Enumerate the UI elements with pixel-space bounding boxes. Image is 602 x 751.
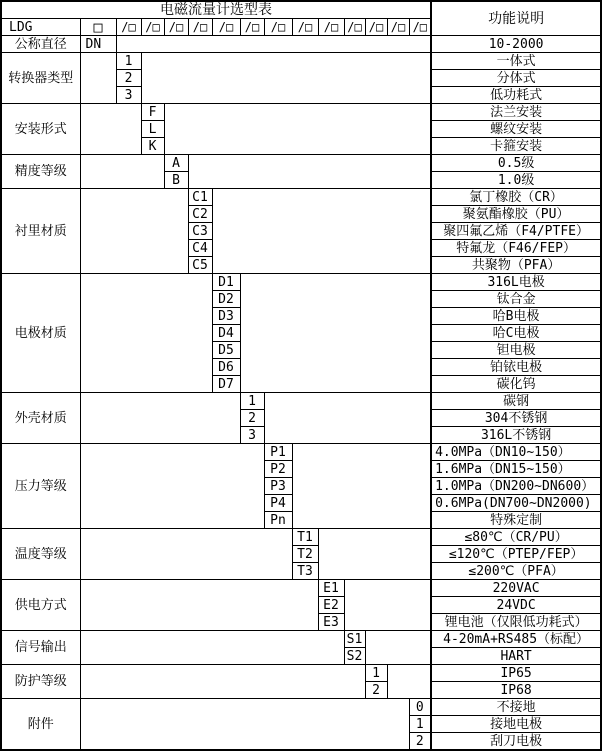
blank-cell <box>212 189 431 274</box>
table-row <box>1 631 601 648</box>
code-slot-placeholder: /□ <box>344 19 365 36</box>
code-cell: C3 <box>188 223 212 240</box>
blank-cell <box>80 665 365 699</box>
desc-cell: 0.5级 <box>431 155 601 172</box>
desc-cell: IP68 <box>431 682 601 699</box>
section-label: 外壳材质 <box>1 393 80 444</box>
section-rows <box>1 53 601 751</box>
code-slot-placeholder: /□ <box>409 19 431 36</box>
desc-cell: 共聚物（PFA） <box>431 257 601 274</box>
code-cell: A <box>164 155 188 172</box>
section-label: 转换器类型 <box>1 53 80 104</box>
code-cell: 3 <box>240 427 264 444</box>
code-cell: P3 <box>264 478 292 495</box>
blank-cell <box>164 104 431 155</box>
blank-cell <box>240 274 431 393</box>
code-cell: E1 <box>318 580 344 597</box>
blank-cell <box>318 529 431 580</box>
code-cell: Pn <box>264 512 292 529</box>
desc-cell: 钛合金 <box>431 291 601 308</box>
desc-cell-diameter: 10-2000 <box>431 36 601 53</box>
desc-cell: 特氟龙（F46/FEP） <box>431 240 601 257</box>
desc-cell: 0.6MPa(DN700~DN2000) <box>431 495 601 512</box>
code-cell: D6 <box>212 359 240 376</box>
code-cell: F <box>141 104 164 121</box>
code-cell: D3 <box>212 308 240 325</box>
blank-cell <box>80 444 264 529</box>
table-row <box>1 444 601 461</box>
section-label: 供电方式 <box>1 580 80 631</box>
table-row <box>1 580 601 597</box>
blank-cell <box>80 155 164 189</box>
code-slot-placeholder: /□ <box>188 19 212 36</box>
desc-cell: IP65 <box>431 665 601 682</box>
code-cell: 2 <box>240 410 264 427</box>
code-slot-placeholder: /□ <box>164 19 188 36</box>
blank-cell <box>116 36 431 53</box>
desc-cell: 哈B电极 <box>431 308 601 325</box>
code-slot-placeholder: /□ <box>365 19 387 36</box>
code-cell: 2 <box>365 682 387 699</box>
code-slot-placeholder: /□ <box>240 19 264 36</box>
section-label: 信号输出 <box>1 631 80 665</box>
code-cell: C4 <box>188 240 212 257</box>
table-row <box>1 699 601 716</box>
desc-cell: 刮刀电极 <box>431 733 601 751</box>
blank-cell <box>80 53 116 104</box>
code-cell: 2 <box>116 70 141 87</box>
blank-cell <box>344 580 431 631</box>
code-cell: D5 <box>212 342 240 359</box>
model-prefix: LDG <box>1 19 80 36</box>
code-cell: B <box>164 172 188 189</box>
desc-cell: HART <box>431 648 601 665</box>
code-cell: D4 <box>212 325 240 342</box>
code-cell: P1 <box>264 444 292 461</box>
blank-cell <box>80 529 292 580</box>
code-cell: T1 <box>292 529 318 546</box>
blank-cell <box>80 699 409 751</box>
table-row <box>1 529 601 546</box>
desc-cell: 分体式 <box>431 70 601 87</box>
table-row <box>1 274 601 291</box>
blank-cell <box>188 155 431 189</box>
desc-cell: 一体式 <box>431 53 601 70</box>
code-cell: T3 <box>292 563 318 580</box>
code-slot-placeholder: /□ <box>292 19 318 36</box>
table-row <box>1 189 601 206</box>
table-row <box>1 104 601 121</box>
table-title: 电磁流量计选型表 <box>1 1 431 19</box>
desc-cell: 碳化钨 <box>431 376 601 393</box>
desc-cell: 卡箍安装 <box>431 138 601 155</box>
code-cell: P4 <box>264 495 292 512</box>
code-slot-placeholder: /□ <box>387 19 409 36</box>
desc-cell: ≤120℃（PTEP/FEP） <box>431 546 601 563</box>
code-cell: D1 <box>212 274 240 291</box>
desc-cell: 钽电极 <box>431 342 601 359</box>
blank-cell <box>80 104 141 155</box>
section-label: 附件 <box>1 699 80 751</box>
blank-cell <box>387 665 431 699</box>
code-cell: 2 <box>409 733 431 751</box>
desc-cell: ≤200℃（PFA） <box>431 563 601 580</box>
desc-cell: 碳钢 <box>431 393 601 410</box>
diameter-row <box>1 36 601 53</box>
section-label: 压力等级 <box>1 444 80 529</box>
blank-cell <box>80 631 344 665</box>
desc-cell: 4-20mA+RS485（标配） <box>431 631 601 648</box>
code-cell: C2 <box>188 206 212 223</box>
code-cell-dn: DN <box>80 36 116 53</box>
desc-cell: 锂电池（仅限低功耗式） <box>431 614 601 631</box>
section-label: 衬里材质 <box>1 189 80 274</box>
desc-cell: 聚四氟乙烯（F4/PTFE） <box>431 223 601 240</box>
code-cell: 1 <box>365 665 387 682</box>
blank-cell <box>80 580 318 631</box>
desc-cell: 220VAC <box>431 580 601 597</box>
code-slot-placeholder: /□ <box>212 19 240 36</box>
code-cell: D7 <box>212 376 240 393</box>
code-cell: L <box>141 121 164 138</box>
code-cell: C1 <box>188 189 212 206</box>
table-row <box>1 155 601 172</box>
code-cell: K <box>141 138 164 155</box>
code-cell: 1 <box>240 393 264 410</box>
desc-cell: 不接地 <box>431 699 601 716</box>
blank-cell <box>264 393 431 444</box>
section-label: 温度等级 <box>1 529 80 580</box>
desc-cell: 低功耗式 <box>431 87 601 104</box>
code-cell: P2 <box>264 461 292 478</box>
code-cell: T2 <box>292 546 318 563</box>
desc-cell: 4.0MPa（DN10~150） <box>431 444 601 461</box>
code-cell: E2 <box>318 597 344 614</box>
desc-cell: 铂铱电极 <box>431 359 601 376</box>
code-cell: S1 <box>344 631 365 648</box>
section-label: 电极材质 <box>1 274 80 393</box>
section-label: 安装形式 <box>1 104 80 155</box>
blank-cell <box>80 274 212 393</box>
code-cell: D2 <box>212 291 240 308</box>
code-box-placeholder: □ <box>80 19 116 36</box>
desc-cell: 304不锈钢 <box>431 410 601 427</box>
code-cell: E3 <box>318 614 344 631</box>
code-slot-placeholder: /□ <box>318 19 344 36</box>
section-label: 防护等级 <box>1 665 80 699</box>
blank-cell <box>141 53 431 104</box>
blank-cell <box>292 444 431 529</box>
desc-cell: ≤80℃（CR/PU） <box>431 529 601 546</box>
desc-cell: 1.0级 <box>431 172 601 189</box>
table-row <box>1 665 601 682</box>
code-cell: C5 <box>188 257 212 274</box>
code-slot-placeholder: /□ <box>116 19 141 36</box>
title-row <box>1 1 601 19</box>
code-cell: 1 <box>116 53 141 70</box>
desc-cell: 法兰安装 <box>431 104 601 121</box>
desc-cell: 接地电极 <box>431 716 601 733</box>
code-slot-placeholder: /□ <box>141 19 164 36</box>
code-cell: 1 <box>409 716 431 733</box>
blank-cell <box>80 189 188 274</box>
desc-cell: 螺纹安装 <box>431 121 601 138</box>
desc-cell: 哈C电极 <box>431 325 601 342</box>
desc-cell: 316L不锈钢 <box>431 427 601 444</box>
desc-cell: 1.6MPa（DN15~150） <box>431 461 601 478</box>
desc-cell: 聚氨酯橡胶（PU） <box>431 206 601 223</box>
code-cell: 3 <box>116 87 141 104</box>
section-label: 精度等级 <box>1 155 80 189</box>
table-row <box>1 53 601 70</box>
blank-cell <box>80 393 240 444</box>
desc-cell: 特殊定制 <box>431 512 601 529</box>
desc-cell: 24VDC <box>431 597 601 614</box>
code-cell: 0 <box>409 699 431 716</box>
function-column-header: 功能说明 <box>431 1 601 36</box>
desc-cell: 1.0MPa（DN200~DN600） <box>431 478 601 495</box>
table-row <box>1 393 601 410</box>
code-slot-placeholder: /□ <box>264 19 292 36</box>
section-label-diameter: 公称直径 <box>1 36 80 53</box>
desc-cell: 氯丁橡胶（CR） <box>431 189 601 206</box>
code-cell: S2 <box>344 648 365 665</box>
blank-cell <box>365 631 431 665</box>
desc-cell: 316L电极 <box>431 274 601 291</box>
